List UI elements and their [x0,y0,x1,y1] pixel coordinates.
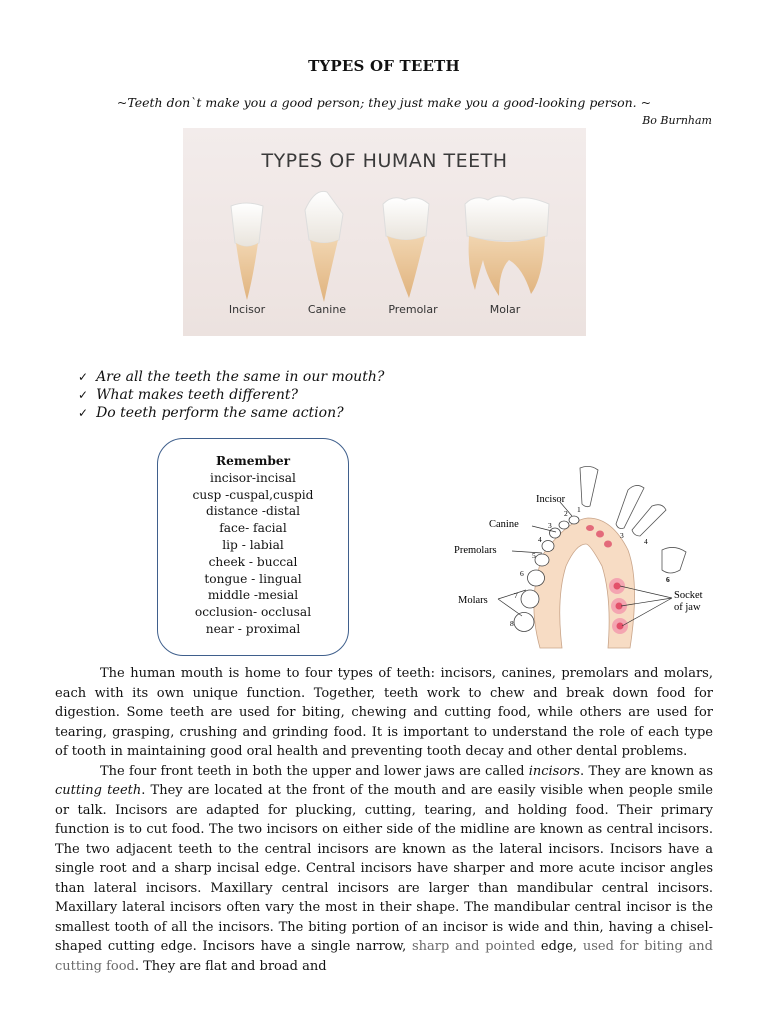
svg-text:2: 2 [564,509,568,518]
body-text [55,664,713,976]
remember-item: middle -mesial [207,588,299,603]
question-item: ✓ Are all the teeth the same in our mouth? [78,369,385,385]
svg-text:3: 3 [620,531,624,540]
question-item: ✓ What makes teeth different? [78,387,298,403]
remember-item: cheek - buccal [208,554,298,569]
question-item: ✓ Do teeth perform the same action? [78,405,344,421]
remember-item: near - proximal [205,621,301,636]
checkmark-icon: ✓ [78,370,89,384]
quote-author: Bo Burnham [642,114,712,127]
svg-text:4: 4 [538,535,542,544]
remember-box [157,438,349,656]
remember-item: cusp -cuspal,cuspid [192,487,314,502]
svg-text:6: 6 [520,569,524,578]
socket [586,525,594,531]
diagram-label-of-jaw: of jaw [674,602,701,613]
svg-text:1: 1 [577,505,581,514]
remember-item: distance -distal [205,504,300,519]
checkmark-icon: ✓ [78,388,89,402]
svg-text:6: 6 [666,575,670,584]
premolar-label: Premolar [388,303,438,316]
quote-text: ~Teeth don`t make you a good person; they just make you a good-looking person. ~ [116,95,652,110]
premolar-tooth-icon [383,198,429,298]
remember-item: lip - labial [222,537,284,552]
svg-text:7: 7 [514,591,518,600]
remember-item: tongue - lingual [204,571,302,586]
checkmark-icon: ✓ [78,406,89,420]
socket [596,531,604,538]
diagram-label-canine: Canine [489,519,519,530]
diagram-label-incisor: Incisor [536,494,566,505]
incisor-tooth-icon [231,203,263,300]
diagram-label-molars: Molars [458,595,488,606]
socket [604,541,612,548]
diagram-label-socket: Socket [674,590,703,601]
svg-text:5: 5 [532,551,536,560]
paragraph-1: The human mouth is home to four types of teeth: incisors, canines, premolars and molars, each with its own unique function. Together, teeth work to chew and break down food for digestion. Some teeth are used for biting, chewing and cutting food, while others are used for tearing, grasping, crushing and grinding food. It is important to understand the role of each type of tooth in maintaining good oral health and preventing tooth decay and other dental problems. [55,666,713,759]
remember-item: occlusion- occlusal [194,605,312,620]
svg-text:8: 8 [510,619,514,628]
paragraph-2: The four front teeth in both the upper and lower jaws are called incisors. They are known as cutting teeth. They are located at the front of the mouth and are easily visible when people smile or talk. Incisors are adapted for plucking, cutting, tearing, and holding food. Their primary function is to cut food. The two incisors on either side of the midline are known as central incisors. The two adjacent teeth to the central incisors are known as the lateral incisors. Incisors have a single root and a sharp incisal edge. Central incisors have sharper and more acute incisor angles than lateral incisors. Maxillary central incisors are larger than mandibular central incisors. Maxillary lateral incisors often vary the most in their shape. The mandibular central incisor is the smallest tooth of all the incisors. The biting portion of an incisor is wide and thin, having a chisel-shaped cutting edge. Incisors have a single narrow, sharp and pointed edge, used for biting and cutting food. They are flat and broad and [55,763,713,974]
canine-label: Canine [307,303,347,316]
figure-title: TYPES OF HUMAN TEETH [261,150,508,172]
remember-heading: Remember [215,454,291,468]
page-title: TYPES OF TEETH [308,57,460,75]
socket [614,583,621,590]
molar-tooth-icon [465,196,549,296]
molar-label: Molar [489,303,521,316]
remember-item: face- facial [219,521,287,536]
svg-text:3: 3 [548,521,552,530]
questions-list [78,368,384,422]
jaw-diagram [440,458,736,653]
remember-item: incisor-incisal [210,470,296,485]
types-of-teeth-figure [183,128,586,336]
diagram-label-premolars: Premolars [454,545,497,556]
incisor-label: Incisor [228,303,266,316]
canine-tooth-icon [305,191,343,302]
svg-text:4: 4 [644,537,648,546]
